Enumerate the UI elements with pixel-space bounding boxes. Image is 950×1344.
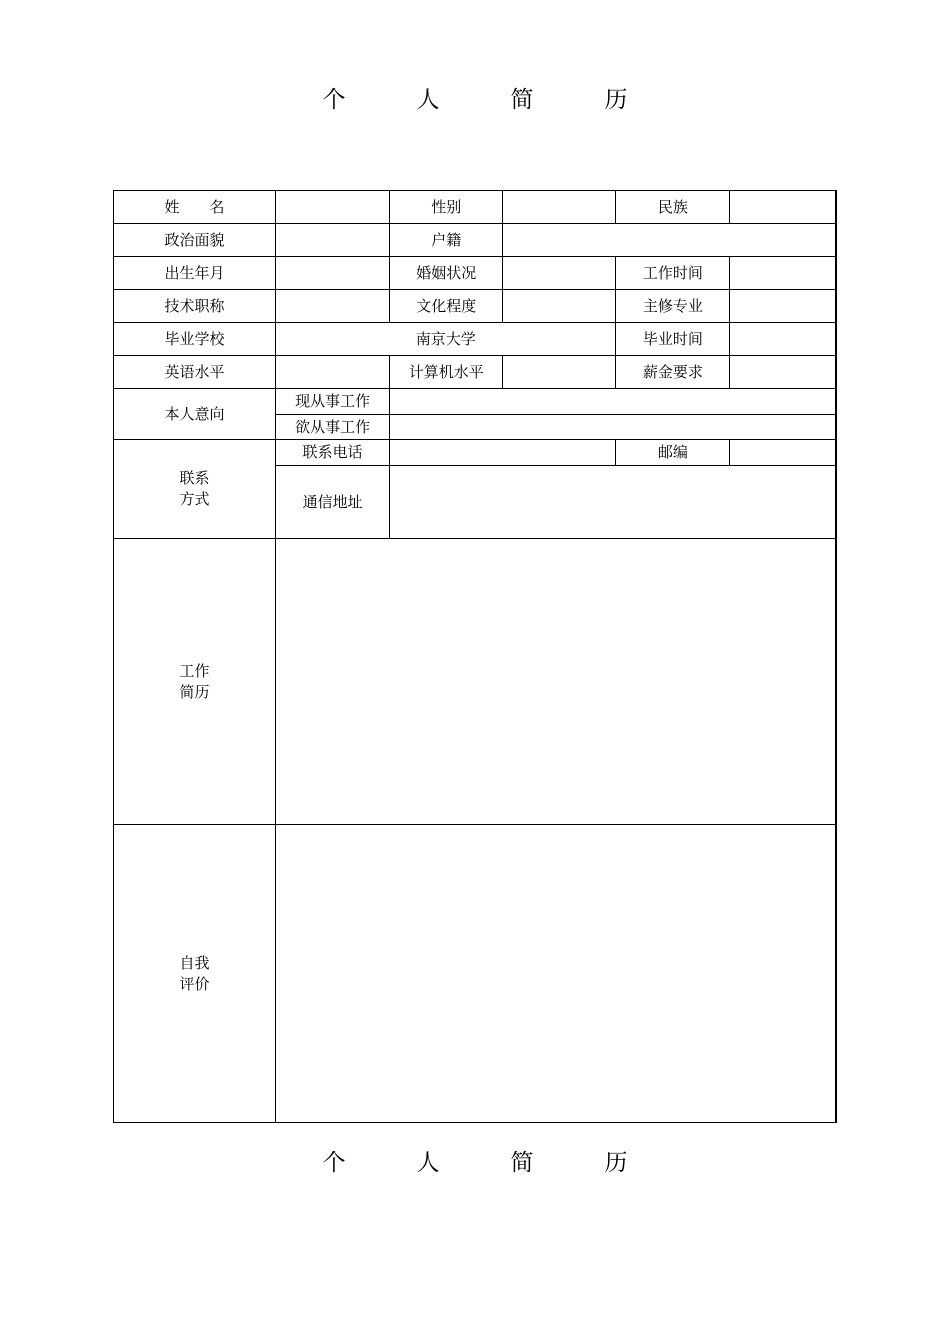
technical-title-label: 技术职称 (114, 290, 276, 323)
salary-requirement-label: 薪金要求 (616, 356, 730, 389)
footer-page-title: 个 人 简 历 (322, 1150, 652, 1176)
table-row (114, 825, 837, 1123)
ethnicity-field[interactable] (730, 191, 836, 224)
postcode-field[interactable] (730, 440, 836, 466)
marital-status-field[interactable] (503, 257, 616, 290)
contact-label-line1: 联系 (179, 469, 210, 487)
self-evaluation-field[interactable] (276, 825, 836, 1123)
ethnicity-label: 民族 (616, 191, 730, 224)
name-label: 姓 名 (114, 191, 276, 224)
computer-level-label: 计算机水平 (390, 356, 503, 389)
birth-date-field[interactable] (276, 257, 390, 290)
table-row (114, 257, 837, 290)
table-row (114, 389, 837, 415)
resume-form-table (113, 190, 837, 1123)
hukou-field[interactable] (503, 224, 836, 257)
work-start-label: 工作时间 (616, 257, 730, 290)
graduation-time-field[interactable] (730, 323, 836, 356)
name-field[interactable] (276, 191, 390, 224)
postcode-label: 邮编 (616, 440, 730, 466)
work-history-label-line2: 简历 (179, 682, 210, 701)
english-level-field[interactable] (276, 356, 390, 389)
address-field[interactable] (390, 466, 836, 539)
major-label: 主修专业 (616, 290, 730, 323)
desired-work-field[interactable] (390, 415, 836, 440)
work-start-field[interactable] (730, 257, 836, 290)
table-row (114, 440, 837, 466)
table-row (114, 323, 837, 356)
table-row (114, 539, 837, 825)
major-field[interactable] (730, 290, 836, 323)
page-title: 个 人 简 历 (322, 87, 652, 113)
work-history-label (114, 539, 276, 825)
self-evaluation-label (114, 825, 276, 1123)
education-level-field[interactable] (503, 290, 616, 323)
phone-label: 联系电话 (276, 440, 390, 466)
self-evaluation-label-line1: 自我 (179, 953, 210, 972)
gender-field[interactable] (503, 191, 616, 224)
work-history-field[interactable] (276, 539, 836, 825)
contact-label-line2: 方式 (179, 490, 210, 508)
marital-status-label: 婚姻状况 (390, 257, 503, 290)
address-label: 通信地址 (276, 466, 390, 539)
phone-field[interactable] (390, 440, 616, 466)
technical-title-field[interactable] (276, 290, 390, 323)
table-row (114, 290, 837, 323)
english-level-label: 英语水平 (114, 356, 276, 389)
school-field[interactable]: 南京大学 (276, 323, 616, 356)
salary-requirement-field[interactable] (730, 356, 836, 389)
work-history-label-line1: 工作 (179, 661, 210, 680)
computer-level-field[interactable] (503, 356, 616, 389)
gender-label: 性别 (390, 191, 503, 224)
current-work-field[interactable] (390, 389, 836, 415)
political-status-field[interactable] (276, 224, 390, 257)
table-row (114, 191, 837, 224)
birth-date-label: 出生年月 (114, 257, 276, 290)
graduation-time-label: 毕业时间 (616, 323, 730, 356)
contact-label (114, 440, 276, 539)
desired-work-label: 欲从事工作 (276, 415, 390, 440)
education-level-label: 文化程度 (390, 290, 503, 323)
hukou-label: 户籍 (390, 224, 503, 257)
table-row (114, 224, 837, 257)
school-label: 毕业学校 (114, 323, 276, 356)
table-row (114, 356, 837, 389)
intention-label: 本人意向 (114, 389, 276, 440)
self-evaluation-label-line2: 评价 (179, 974, 210, 993)
political-status-label: 政治面貌 (114, 224, 276, 257)
current-work-label: 现从事工作 (276, 389, 390, 415)
